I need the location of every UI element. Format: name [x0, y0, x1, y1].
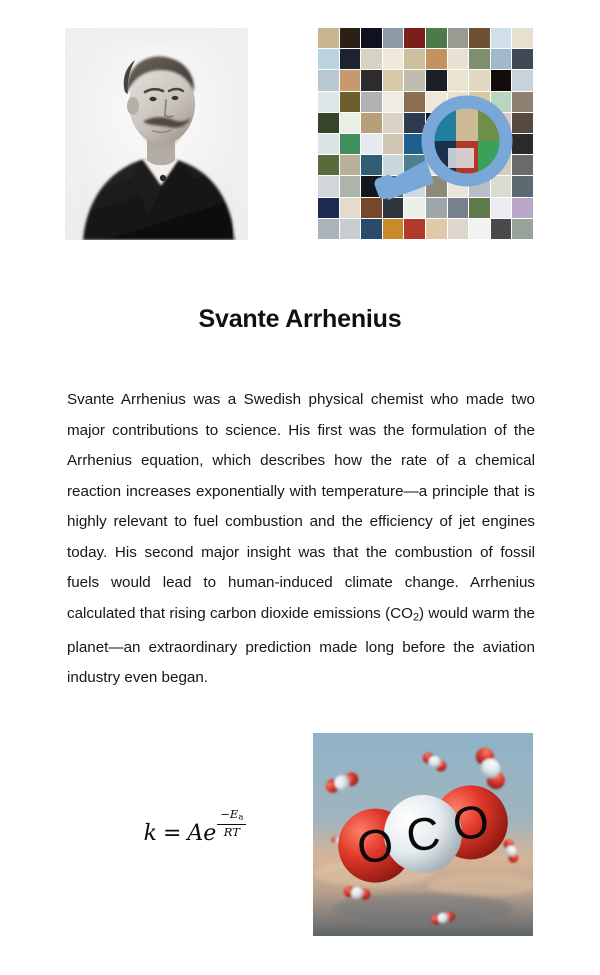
page-title: Svante Arrhenius: [198, 304, 402, 333]
svg-text:O: O: [353, 817, 397, 875]
co2-molecule-icon: [313, 733, 533, 936]
image-collage-graphic: [318, 28, 533, 240]
portrait-photo-icon: [65, 28, 248, 240]
equation-exponent-numerator: [217, 808, 246, 825]
equation-lhs: k: [143, 821, 157, 847]
equation-exponent-fraction: [217, 808, 246, 839]
equation-prefactor: A: [187, 821, 204, 847]
arrhenius-portrait-image: [65, 28, 248, 240]
equation-exponent-denominator: RT: [223, 825, 240, 840]
body-paragraph-part-2: ) would warm the planet—an extraordinary prediction made long before the aviation industry even began.: [67, 604, 535, 687]
svg-text:C: C: [402, 805, 444, 863]
arrhenius-equation: [110, 806, 280, 862]
collage-thumbnail-grid: [318, 28, 533, 240]
co2-molecule-image: [313, 733, 533, 936]
equation-operator: =: [162, 821, 182, 847]
body-paragraph: [67, 385, 535, 693]
svg-text:O: O: [449, 793, 493, 851]
equation-exponent-numerator-subscript: a: [238, 813, 244, 824]
equation-exponential-base: e: [203, 821, 217, 847]
body-paragraph-part-1: Svante Arrhenius was a Swedish physical chemist who made two major contributions to science. His first was the formulation of the Arrhenius equation, which describes how the rate of a chemical reaction increases exponentially with temperature—a principle that is highly relevant to fuel combustion and the efficiency of jet engines today. His second major insight was that the combustion of fossil fuels would lead to human-induced climate change. Arrhenius calculated that rising carbon dioxide emissions (CO: [67, 391, 535, 622]
equation-exponent-numerator-text: −E: [220, 807, 239, 822]
top-image-row: [0, 0, 600, 260]
co2-subscript: 2: [412, 611, 420, 624]
equation-expression: [143, 807, 247, 849]
